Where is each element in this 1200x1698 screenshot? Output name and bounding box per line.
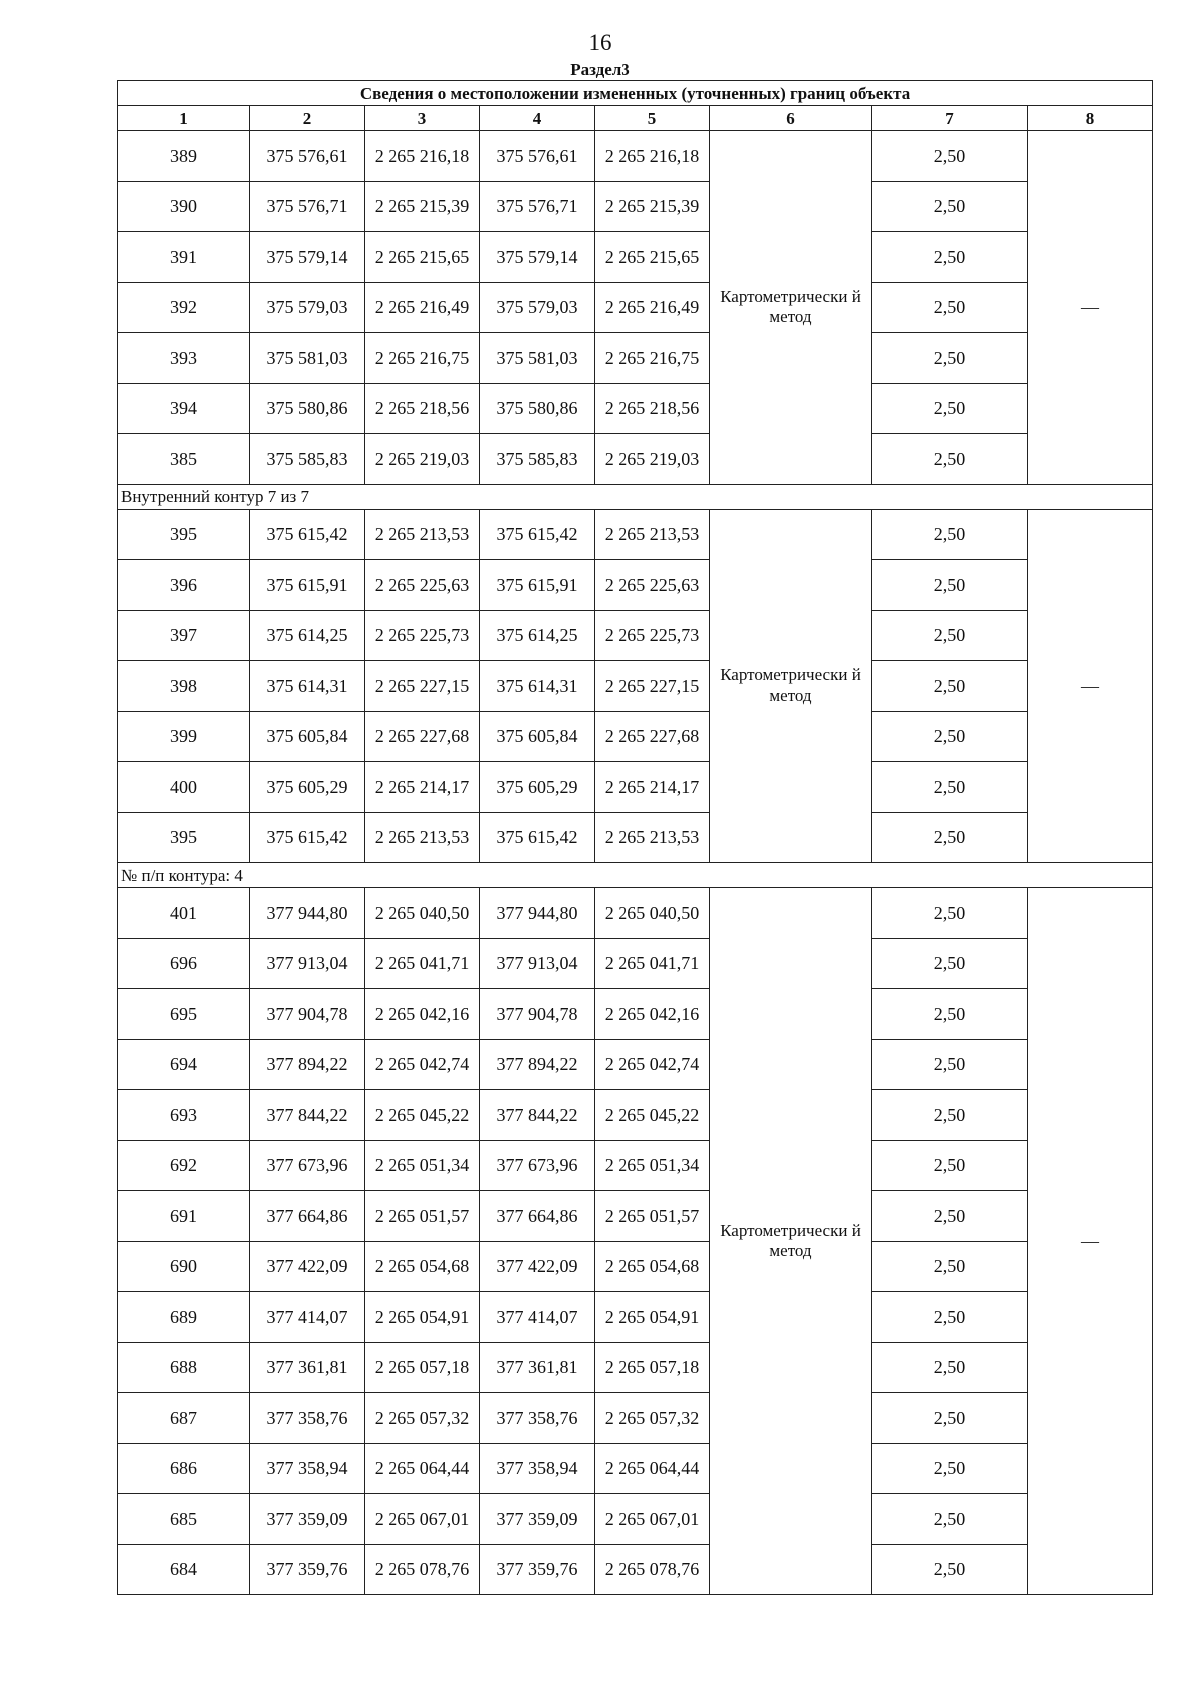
table-row bbox=[118, 1292, 1153, 1343]
refined-y-cell: 2 265 067,01 bbox=[595, 1494, 710, 1545]
existing-x-cell: 377 359,09 bbox=[250, 1494, 365, 1545]
column-number: 3 bbox=[365, 106, 480, 131]
existing-x-cell: 375 576,71 bbox=[250, 181, 365, 232]
column-number: 7 bbox=[872, 106, 1028, 131]
precision-cell: 2,50 bbox=[872, 1241, 1028, 1292]
precision-cell: 2,50 bbox=[872, 762, 1028, 813]
refined-x-cell: 377 894,22 bbox=[480, 1039, 595, 1090]
precision-cell: 2,50 bbox=[872, 989, 1028, 1040]
refined-y-cell: 2 265 057,32 bbox=[595, 1393, 710, 1444]
point-number-cell: 685 bbox=[118, 1494, 250, 1545]
point-number-cell: 695 bbox=[118, 989, 250, 1040]
table-row bbox=[118, 383, 1153, 434]
refined-x-cell: 375 576,61 bbox=[480, 131, 595, 182]
table-row bbox=[118, 509, 1153, 560]
point-number-cell: 389 bbox=[118, 131, 250, 182]
refined-y-cell: 2 265 227,68 bbox=[595, 711, 710, 762]
existing-y-cell: 2 265 218,56 bbox=[365, 383, 480, 434]
table-caption: Сведения о местоположении измененных (уточненных) границ объекта bbox=[118, 81, 1153, 106]
table-row bbox=[118, 434, 1153, 485]
refined-y-cell: 2 265 216,18 bbox=[595, 131, 710, 182]
existing-x-cell: 377 664,86 bbox=[250, 1191, 365, 1242]
existing-x-cell: 375 605,84 bbox=[250, 711, 365, 762]
refined-y-cell: 2 265 216,75 bbox=[595, 333, 710, 384]
method-cell: Картометрически й метод bbox=[710, 509, 872, 863]
precision-cell: 2,50 bbox=[872, 383, 1028, 434]
existing-y-cell: 2 265 225,73 bbox=[365, 610, 480, 661]
existing-x-cell: 377 361,81 bbox=[250, 1342, 365, 1393]
refined-y-cell: 2 265 042,16 bbox=[595, 989, 710, 1040]
existing-x-cell: 377 414,07 bbox=[250, 1292, 365, 1343]
table-row bbox=[118, 1090, 1153, 1141]
refined-x-cell: 377 358,76 bbox=[480, 1393, 595, 1444]
note-cell: — bbox=[1028, 131, 1153, 485]
point-number-cell: 391 bbox=[118, 232, 250, 283]
table-row bbox=[118, 610, 1153, 661]
table-row bbox=[118, 1393, 1153, 1444]
existing-x-cell: 377 358,76 bbox=[250, 1393, 365, 1444]
table-row bbox=[118, 989, 1153, 1040]
table-row bbox=[118, 888, 1153, 939]
refined-y-cell: 2 265 214,17 bbox=[595, 762, 710, 813]
existing-x-cell: 377 894,22 bbox=[250, 1039, 365, 1090]
existing-x-cell: 375 580,86 bbox=[250, 383, 365, 434]
refined-y-cell: 2 265 054,91 bbox=[595, 1292, 710, 1343]
point-number-cell: 394 bbox=[118, 383, 250, 434]
refined-x-cell: 375 605,29 bbox=[480, 762, 595, 813]
refined-y-cell: 2 265 057,18 bbox=[595, 1342, 710, 1393]
precision-cell: 2,50 bbox=[872, 1393, 1028, 1444]
refined-x-cell: 377 904,78 bbox=[480, 989, 595, 1040]
existing-x-cell: 375 614,31 bbox=[250, 661, 365, 712]
precision-cell: 2,50 bbox=[872, 1342, 1028, 1393]
table-row bbox=[118, 1241, 1153, 1292]
point-number-cell: 396 bbox=[118, 560, 250, 611]
refined-x-cell: 377 359,09 bbox=[480, 1494, 595, 1545]
existing-y-cell: 2 265 051,57 bbox=[365, 1191, 480, 1242]
existing-x-cell: 377 904,78 bbox=[250, 989, 365, 1040]
table-row bbox=[118, 282, 1153, 333]
existing-x-cell: 375 579,03 bbox=[250, 282, 365, 333]
existing-y-cell: 2 265 214,17 bbox=[365, 762, 480, 813]
table-row bbox=[118, 711, 1153, 762]
table-row bbox=[118, 661, 1153, 712]
refined-y-cell: 2 265 225,73 bbox=[595, 610, 710, 661]
table-row bbox=[118, 131, 1153, 182]
precision-cell: 2,50 bbox=[872, 181, 1028, 232]
existing-y-cell: 2 265 057,18 bbox=[365, 1342, 480, 1393]
refined-y-cell: 2 265 216,49 bbox=[595, 282, 710, 333]
point-number-cell: 686 bbox=[118, 1443, 250, 1494]
column-number: 1 bbox=[118, 106, 250, 131]
existing-x-cell: 375 615,91 bbox=[250, 560, 365, 611]
refined-x-cell: 377 422,09 bbox=[480, 1241, 595, 1292]
point-number-cell: 687 bbox=[118, 1393, 250, 1444]
method-cell: Картометрически й метод bbox=[710, 131, 872, 485]
point-number-cell: 385 bbox=[118, 434, 250, 485]
precision-cell: 2,50 bbox=[872, 509, 1028, 560]
existing-y-cell: 2 265 078,76 bbox=[365, 1544, 480, 1595]
point-number-cell: 399 bbox=[118, 711, 250, 762]
existing-x-cell: 377 673,96 bbox=[250, 1140, 365, 1191]
existing-x-cell: 377 358,94 bbox=[250, 1443, 365, 1494]
point-number-cell: 401 bbox=[118, 888, 250, 939]
existing-y-cell: 2 265 064,44 bbox=[365, 1443, 480, 1494]
existing-y-cell: 2 265 054,68 bbox=[365, 1241, 480, 1292]
existing-x-cell: 377 913,04 bbox=[250, 938, 365, 989]
table-row bbox=[118, 560, 1153, 611]
existing-y-cell: 2 265 216,49 bbox=[365, 282, 480, 333]
refined-x-cell: 375 615,42 bbox=[480, 812, 595, 863]
point-number-cell: 395 bbox=[118, 509, 250, 560]
column-numbers-row bbox=[118, 106, 1153, 131]
refined-x-cell: 377 359,76 bbox=[480, 1544, 595, 1595]
table-row bbox=[118, 1191, 1153, 1242]
section-title: Раздел3 bbox=[570, 60, 630, 79]
precision-cell: 2,50 bbox=[872, 282, 1028, 333]
existing-x-cell: 375 585,83 bbox=[250, 434, 365, 485]
precision-cell: 2,50 bbox=[872, 560, 1028, 611]
point-number-cell: 693 bbox=[118, 1090, 250, 1141]
refined-y-cell: 2 265 227,15 bbox=[595, 661, 710, 712]
point-number-cell: 397 bbox=[118, 610, 250, 661]
point-number-cell: 684 bbox=[118, 1544, 250, 1595]
refined-y-cell: 2 265 219,03 bbox=[595, 434, 710, 485]
refined-x-cell: 377 913,04 bbox=[480, 938, 595, 989]
existing-x-cell: 375 605,29 bbox=[250, 762, 365, 813]
existing-y-cell: 2 265 042,16 bbox=[365, 989, 480, 1040]
refined-y-cell: 2 265 218,56 bbox=[595, 383, 710, 434]
existing-y-cell: 2 265 227,68 bbox=[365, 711, 480, 762]
refined-x-cell: 377 944,80 bbox=[480, 888, 595, 939]
existing-y-cell: 2 265 045,22 bbox=[365, 1090, 480, 1141]
existing-y-cell: 2 265 227,15 bbox=[365, 661, 480, 712]
column-number: 4 bbox=[480, 106, 595, 131]
existing-y-cell: 2 265 215,39 bbox=[365, 181, 480, 232]
note-cell: — bbox=[1028, 888, 1153, 1595]
precision-cell: 2,50 bbox=[872, 1494, 1028, 1545]
table-row bbox=[118, 762, 1153, 813]
precision-cell: 2,50 bbox=[872, 1443, 1028, 1494]
precision-cell: 2,50 bbox=[872, 888, 1028, 939]
point-number-cell: 689 bbox=[118, 1292, 250, 1343]
existing-x-cell: 377 422,09 bbox=[250, 1241, 365, 1292]
existing-x-cell: 375 581,03 bbox=[250, 333, 365, 384]
precision-cell: 2,50 bbox=[872, 434, 1028, 485]
precision-cell: 2,50 bbox=[872, 333, 1028, 384]
table-row bbox=[118, 1544, 1153, 1595]
refined-y-cell: 2 265 078,76 bbox=[595, 1544, 710, 1595]
contour-label: № п/п контура: 4 bbox=[118, 863, 1153, 888]
refined-y-cell: 2 265 051,57 bbox=[595, 1191, 710, 1242]
point-number-cell: 688 bbox=[118, 1342, 250, 1393]
point-number-cell: 393 bbox=[118, 333, 250, 384]
table-row bbox=[118, 333, 1153, 384]
refined-y-cell: 2 265 064,44 bbox=[595, 1443, 710, 1494]
existing-y-cell: 2 265 057,32 bbox=[365, 1393, 480, 1444]
column-number: 6 bbox=[710, 106, 872, 131]
existing-y-cell: 2 265 051,34 bbox=[365, 1140, 480, 1191]
existing-y-cell: 2 265 042,74 bbox=[365, 1039, 480, 1090]
table-row bbox=[118, 1443, 1153, 1494]
table-row bbox=[118, 938, 1153, 989]
refined-x-cell: 375 605,84 bbox=[480, 711, 595, 762]
precision-cell: 2,50 bbox=[872, 610, 1028, 661]
note-cell: — bbox=[1028, 509, 1153, 863]
point-number-cell: 400 bbox=[118, 762, 250, 813]
point-number-cell: 692 bbox=[118, 1140, 250, 1191]
column-number: 2 bbox=[250, 106, 365, 131]
existing-x-cell: 377 359,76 bbox=[250, 1544, 365, 1595]
boundary-coordinates-table bbox=[117, 80, 1153, 1595]
refined-x-cell: 377 664,86 bbox=[480, 1191, 595, 1242]
refined-x-cell: 375 580,86 bbox=[480, 383, 595, 434]
existing-y-cell: 2 265 213,53 bbox=[365, 509, 480, 560]
refined-x-cell: 375 581,03 bbox=[480, 333, 595, 384]
page-number: 16 bbox=[588, 30, 612, 55]
existing-y-cell: 2 265 054,91 bbox=[365, 1292, 480, 1343]
existing-y-cell: 2 265 216,18 bbox=[365, 131, 480, 182]
precision-cell: 2,50 bbox=[872, 1090, 1028, 1141]
existing-x-cell: 375 615,42 bbox=[250, 812, 365, 863]
refined-x-cell: 377 361,81 bbox=[480, 1342, 595, 1393]
existing-y-cell: 2 265 041,71 bbox=[365, 938, 480, 989]
point-number-cell: 694 bbox=[118, 1039, 250, 1090]
column-number: 8 bbox=[1028, 106, 1153, 131]
refined-y-cell: 2 265 213,53 bbox=[595, 812, 710, 863]
table-row bbox=[118, 232, 1153, 283]
precision-cell: 2,50 bbox=[872, 661, 1028, 712]
refined-y-cell: 2 265 040,50 bbox=[595, 888, 710, 939]
refined-y-cell: 2 265 051,34 bbox=[595, 1140, 710, 1191]
precision-cell: 2,50 bbox=[872, 1544, 1028, 1595]
existing-x-cell: 377 844,22 bbox=[250, 1090, 365, 1141]
existing-y-cell: 2 265 067,01 bbox=[365, 1494, 480, 1545]
precision-cell: 2,50 bbox=[872, 232, 1028, 283]
refined-x-cell: 375 579,03 bbox=[480, 282, 595, 333]
table-row bbox=[118, 1342, 1153, 1393]
precision-cell: 2,50 bbox=[872, 1292, 1028, 1343]
refined-y-cell: 2 265 225,63 bbox=[595, 560, 710, 611]
existing-y-cell: 2 265 225,63 bbox=[365, 560, 480, 611]
refined-y-cell: 2 265 042,74 bbox=[595, 1039, 710, 1090]
precision-cell: 2,50 bbox=[872, 812, 1028, 863]
refined-y-cell: 2 265 045,22 bbox=[595, 1090, 710, 1141]
contour-label: Внутренний контур 7 из 7 bbox=[118, 484, 1153, 509]
table-row bbox=[118, 181, 1153, 232]
existing-y-cell: 2 265 216,75 bbox=[365, 333, 480, 384]
existing-y-cell: 2 265 213,53 bbox=[365, 812, 480, 863]
column-number: 5 bbox=[595, 106, 710, 131]
table-row bbox=[118, 1039, 1153, 1090]
refined-x-cell: 375 585,83 bbox=[480, 434, 595, 485]
point-number-cell: 690 bbox=[118, 1241, 250, 1292]
refined-x-cell: 375 615,91 bbox=[480, 560, 595, 611]
refined-x-cell: 377 844,22 bbox=[480, 1090, 595, 1141]
existing-y-cell: 2 265 219,03 bbox=[365, 434, 480, 485]
refined-y-cell: 2 265 215,65 bbox=[595, 232, 710, 283]
refined-y-cell: 2 265 054,68 bbox=[595, 1241, 710, 1292]
refined-x-cell: 375 614,31 bbox=[480, 661, 595, 712]
point-number-cell: 390 bbox=[118, 181, 250, 232]
contour-label-row bbox=[118, 484, 1153, 509]
existing-y-cell: 2 265 215,65 bbox=[365, 232, 480, 283]
point-number-cell: 392 bbox=[118, 282, 250, 333]
precision-cell: 2,50 bbox=[872, 131, 1028, 182]
precision-cell: 2,50 bbox=[872, 1191, 1028, 1242]
existing-x-cell: 375 615,42 bbox=[250, 509, 365, 560]
point-number-cell: 696 bbox=[118, 938, 250, 989]
precision-cell: 2,50 bbox=[872, 1140, 1028, 1191]
point-number-cell: 691 bbox=[118, 1191, 250, 1242]
existing-x-cell: 375 579,14 bbox=[250, 232, 365, 283]
precision-cell: 2,50 bbox=[872, 938, 1028, 989]
refined-y-cell: 2 265 215,39 bbox=[595, 181, 710, 232]
point-number-cell: 395 bbox=[118, 812, 250, 863]
existing-x-cell: 375 614,25 bbox=[250, 610, 365, 661]
table-row bbox=[118, 812, 1153, 863]
refined-x-cell: 375 614,25 bbox=[480, 610, 595, 661]
refined-x-cell: 375 579,14 bbox=[480, 232, 595, 283]
existing-x-cell: 377 944,80 bbox=[250, 888, 365, 939]
refined-x-cell: 375 576,71 bbox=[480, 181, 595, 232]
precision-cell: 2,50 bbox=[872, 1039, 1028, 1090]
precision-cell: 2,50 bbox=[872, 711, 1028, 762]
refined-x-cell: 375 615,42 bbox=[480, 509, 595, 560]
point-number-cell: 398 bbox=[118, 661, 250, 712]
existing-y-cell: 2 265 040,50 bbox=[365, 888, 480, 939]
refined-x-cell: 377 358,94 bbox=[480, 1443, 595, 1494]
method-cell: Картометрически й метод bbox=[710, 888, 872, 1595]
existing-x-cell: 375 576,61 bbox=[250, 131, 365, 182]
refined-y-cell: 2 265 041,71 bbox=[595, 938, 710, 989]
table-row bbox=[118, 1494, 1153, 1545]
contour-label-row bbox=[118, 863, 1153, 888]
table-row bbox=[118, 1140, 1153, 1191]
refined-x-cell: 377 414,07 bbox=[480, 1292, 595, 1343]
refined-x-cell: 377 673,96 bbox=[480, 1140, 595, 1191]
refined-y-cell: 2 265 213,53 bbox=[595, 509, 710, 560]
